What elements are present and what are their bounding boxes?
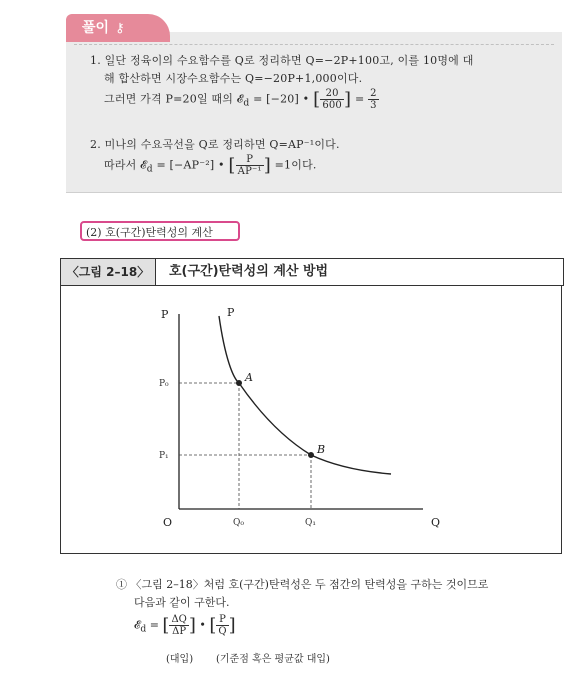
eq-prefix: 그러면 가격 P=20일 때의 𝓔	[104, 92, 244, 106]
frac-den: Q	[218, 626, 227, 637]
key-icon: ⚷	[115, 21, 125, 36]
frac-num: 2	[370, 88, 377, 99]
y-tick-label: P₁	[159, 451, 169, 461]
bracket-right: ]	[228, 615, 236, 636]
bracket-left: [	[209, 615, 217, 636]
x-axis-label: Q	[431, 516, 441, 529]
body-line-2: 다음과 같이 구한다.	[134, 596, 230, 609]
solution-item-2-line-1	[90, 136, 340, 152]
eq-suffix: =1이다.	[274, 158, 317, 172]
fraction-dq-dp	[169, 614, 188, 637]
item-text: 미나의 수요곡선을 Q로 정리하면 Q=AP⁻¹이다.	[104, 138, 340, 151]
eq-sub: d	[146, 163, 153, 175]
solution-divider	[74, 44, 554, 45]
bracket-right: ]	[188, 615, 196, 636]
frac-den: 600	[322, 100, 342, 111]
fraction-2-3	[368, 88, 379, 111]
frac-num: ΔQ	[171, 614, 187, 625]
bracket-right: ]	[263, 155, 271, 176]
y-tick-label: P₀	[159, 379, 169, 389]
fraction-p-q	[216, 614, 228, 637]
x-tick-label: Q₀	[233, 518, 244, 528]
point-B	[308, 452, 314, 458]
frac-den: 3	[370, 100, 377, 111]
formula-sub: d	[140, 623, 147, 635]
origin-label: O	[163, 516, 173, 529]
curve-label: P	[227, 306, 235, 319]
figure-frame	[60, 285, 562, 554]
formula-dot: •	[199, 618, 206, 632]
solution-tab	[66, 14, 170, 42]
bracket-right: ]	[344, 89, 352, 110]
item-text: 일단 정육이의 수요함수를 Q로 정리하면 Q=−2P+100고, 이를 10명에 대	[104, 54, 474, 67]
solution-tab-label: 풀이	[82, 20, 110, 36]
y-axis-label: P	[161, 308, 169, 321]
point-A	[236, 380, 242, 386]
demand-curve-chart	[61, 286, 563, 555]
formula-eq: =	[149, 618, 159, 632]
circle-one-marker: ①	[116, 578, 127, 591]
eq-sub: d	[243, 97, 250, 109]
demand-curve	[219, 316, 391, 474]
solution-item-1-line-1	[90, 52, 474, 68]
body-line-1	[116, 576, 488, 592]
frac-num: P	[216, 614, 228, 626]
frac-num: 20	[320, 88, 344, 100]
section-heading: (2) 호(구간)탄력성의 계산	[80, 221, 240, 241]
frac-den: ΔP	[172, 626, 187, 637]
note-reference-or-average: (기준점 혹은 평균값 대입)	[216, 654, 330, 665]
eq-mid: = [−AP⁻²] •	[152, 158, 225, 172]
solution-item-1-line-3	[104, 88, 379, 111]
item-number: 1.	[90, 54, 101, 67]
frac-num: P	[236, 154, 264, 166]
bracket-left: [	[313, 89, 321, 110]
eq-prefix: 따라서 𝓔	[104, 158, 147, 172]
eq-mid: = [−20] •	[249, 92, 310, 106]
figure-header	[60, 258, 564, 286]
body-text: 〈그림 2–18〉처럼 호(구간)탄력성은 두 점간의 탄력성을 구하는 것이므로	[130, 578, 489, 591]
solution-item-2-line-2	[104, 154, 317, 177]
solution-item-1-line-2: 해 합산하면 시장수요함수는 Q=−20P+1,000이다.	[104, 72, 363, 85]
fraction-p-ap	[236, 154, 264, 177]
bracket-left: [	[228, 155, 236, 176]
point-label-B: B	[317, 443, 326, 456]
arc-elasticity-formula	[134, 614, 236, 637]
eq-sign: =	[354, 92, 365, 106]
bracket-left: [	[162, 615, 170, 636]
fraction-20-600	[320, 88, 344, 111]
note-substitute: (대입)	[166, 654, 194, 665]
formula-lhs: 𝓔	[134, 618, 141, 632]
frac-den: AP⁻¹	[237, 166, 262, 177]
figure-number: 〈그림 2–18〉	[61, 259, 156, 285]
item-number: 2.	[90, 138, 101, 151]
figure-title: 호(구간)탄력성의 계산 방법	[169, 264, 329, 279]
point-label-A: A	[245, 371, 253, 384]
x-tick-label: Q₁	[305, 518, 316, 528]
